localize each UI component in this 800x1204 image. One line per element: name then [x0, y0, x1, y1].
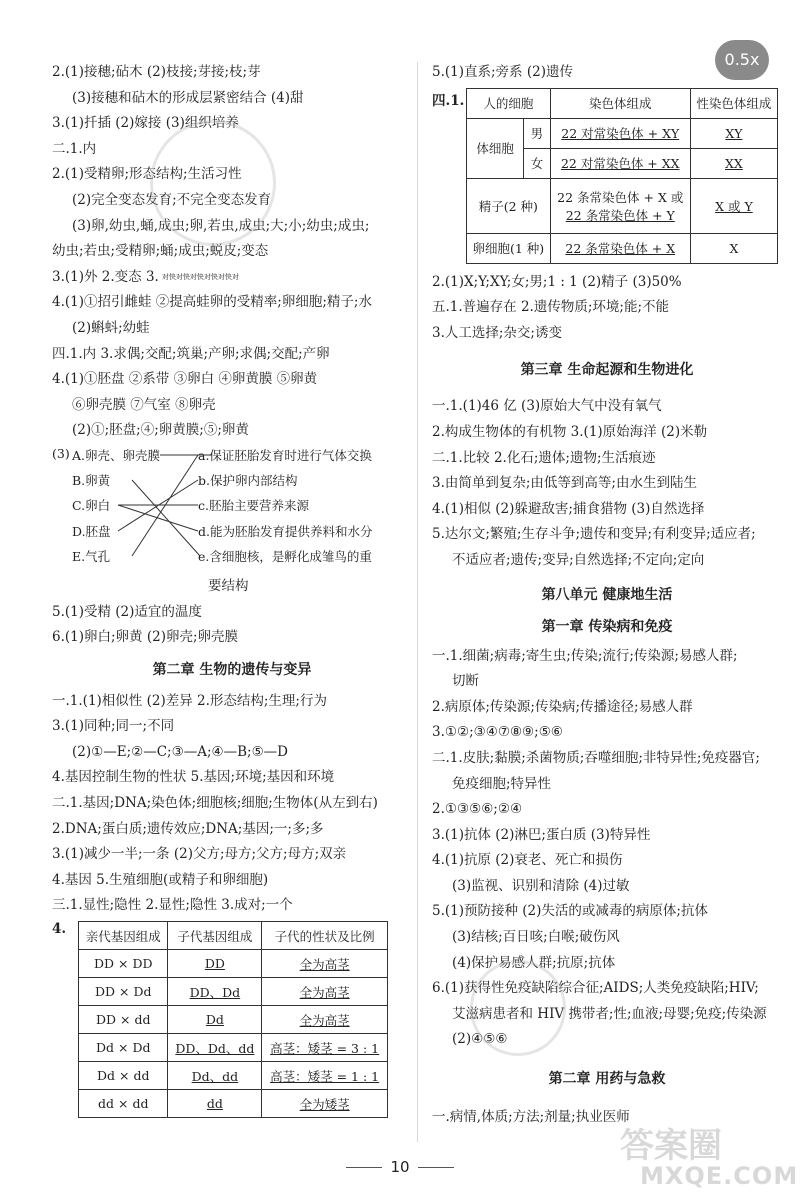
- table-cell: [168, 950, 262, 978]
- match-left-item: A.卵壳、卵壳膜: [72, 447, 161, 463]
- answer-text: XX: [725, 155, 743, 171]
- answer-line: 不适应者;遗传;变异;自然选择;不定向;定向: [452, 551, 705, 568]
- answer-text: XY: [725, 125, 743, 141]
- answer-line: (3)监视、识别和清除 (4)过敏: [452, 877, 630, 894]
- chapter-title: 第一章 传染病和免疫: [541, 618, 673, 635]
- answer-line: 艾滋病患者和 HIV 携带者;性;血液;母婴;免疫;传染源: [452, 1005, 767, 1022]
- playback-speed-badge[interactable]: 0.5x: [715, 40, 769, 80]
- table-cell: [262, 1062, 388, 1090]
- answer-text: 全为矮茎: [299, 1096, 350, 1112]
- table-label: 4.: [52, 921, 67, 938]
- table-header-row: [467, 88, 778, 118]
- answer-line: 一.1.细菌;病毒;寄生虫;传染;流行;传染源;易感人群;: [432, 647, 738, 664]
- table-cell: [262, 1090, 388, 1118]
- page-number-text: 10: [390, 1158, 410, 1176]
- chromosome-table-block: [432, 88, 782, 264]
- answer-text: 22 对常染色体 + XX: [560, 156, 680, 172]
- table-cell: 男: [524, 118, 550, 148]
- answer-line: 二.1.内: [52, 140, 97, 157]
- match-left-item: E.气孔: [72, 548, 111, 564]
- answer-line: 3.人工选择;杂交;诱变: [432, 324, 562, 341]
- answer-text: Dd、dd: [191, 1068, 239, 1084]
- table-cell: [168, 1090, 262, 1118]
- answer-line: 二.1.比较 2.化石;遗体;遗物;生活痕迹: [432, 449, 656, 466]
- answer-line: 3.由简单到复杂;由低等到高等;由水生到陆生: [432, 475, 697, 492]
- answer-line: 5.(1)预防接种 (2)失活的或减毒的病原体;抗体: [432, 903, 708, 920]
- answer-text: DD: [204, 956, 225, 972]
- table-cell: 卵细胞(1 种): [467, 233, 551, 263]
- table-cell: [550, 148, 690, 178]
- right-column: [432, 60, 782, 1131]
- answer-text: 高茎：矮茎 = 1 : 1: [270, 1068, 380, 1084]
- table-cell: [550, 118, 690, 148]
- answer-text: Dd: [205, 1012, 224, 1028]
- match-line-b-a: [132, 480, 200, 556]
- table-cell: [262, 1034, 388, 1062]
- answer-line: 4.(1)抗原 (2)衰老、死亡和损伤: [432, 852, 623, 869]
- table-cell: 精子(2 种): [467, 178, 551, 233]
- answer-text: 全为高茎: [299, 956, 350, 972]
- answer-text: DD、Dd: [189, 984, 241, 1000]
- chromosome-table: [466, 88, 778, 264]
- answer-line: (4)保护易感人群;抗原;抗体: [452, 954, 616, 971]
- answer-line: 2.(1)接穗;砧木 (2)枝接;芽接;枝;芽: [52, 64, 261, 80]
- table-row: [79, 1062, 388, 1090]
- answer-line: 4.(1)①胚盘 ②系带 ③卵白 ④卵黄膜 ⑤卵黄: [52, 371, 318, 388]
- gene-table: [78, 921, 388, 1118]
- table-row: [79, 950, 388, 978]
- answer-line: 三.1.显性;隐性 2.显性;隐性 3.成对;一个: [52, 897, 293, 914]
- table-cell: [550, 233, 690, 263]
- table-cell: [168, 1006, 262, 1034]
- page-number-rule: [418, 1167, 454, 1168]
- table-cell: [690, 148, 777, 178]
- answer-line: 一.病情,体质;方法;剂量;执业医师: [432, 1109, 630, 1126]
- table-label: 四.1.: [432, 92, 465, 109]
- table-header-row: [79, 922, 388, 950]
- answer-line: (3)接穗和砧木的形成层紧密结合 (4)甜: [72, 89, 304, 106]
- answer-text: X: [729, 240, 739, 256]
- faint-stamp-watermark: [150, 120, 276, 246]
- answer-line: 2.(1)受精卵;形态结构;生活习性: [52, 166, 242, 183]
- answer-text: 22 条常染色体 + Y: [565, 207, 675, 223]
- answer-line: (3)结核;百日咳;白喉;破伤风: [452, 929, 620, 946]
- answer-line: 免疫细胞;特异性: [452, 775, 552, 792]
- chapter-title: 第三章 生命起源和生物进化: [520, 362, 694, 379]
- answer-line: 3.(1)抗体 (2)淋巴;蛋白质 (3)特异性: [432, 826, 651, 843]
- match-right-item: b.保护卵内部结构: [198, 472, 298, 488]
- table-row: [79, 978, 388, 1006]
- tiny-watermark-text: 对快对快对快对快对快对: [161, 273, 239, 282]
- table-header: 染色体组成: [550, 88, 690, 118]
- table-cell: 女: [524, 148, 550, 178]
- answer-line: [52, 265, 412, 291]
- answer-line: 5.(1)直系;旁系 (2)遗传: [432, 64, 573, 80]
- table-cell: [690, 233, 777, 263]
- column-divider: [417, 62, 418, 1142]
- answer-text: 高茎：矮茎 = 3 : 1: [270, 1040, 380, 1056]
- table-cell: [550, 178, 690, 233]
- match-right-item: d.能为胚胎发育提供养料和水分: [198, 523, 373, 539]
- faint-stamp-watermark: [470, 960, 566, 1056]
- answer-text: 全为高茎: [299, 984, 350, 1000]
- table-cell: [690, 118, 777, 148]
- answer-line: 2.①③⑤⑥;②④: [432, 801, 523, 818]
- table-row: [467, 233, 778, 263]
- unit-title: 第八单元 健康地生活: [541, 586, 673, 603]
- match-right-item: e.含细胞核，是孵化成雏鸟的重: [198, 548, 372, 564]
- chapter-title: 第二章 用药与急救: [548, 1071, 666, 1088]
- table-header: 子代的性状及比例: [262, 922, 388, 950]
- table-cell: Dd × Dd: [79, 1034, 168, 1062]
- answer-text: 全为高茎: [299, 1012, 350, 1028]
- table-cell: DD × DD: [79, 950, 168, 978]
- answer-line: 4.(1)①招引雌蛙 ②提高蛙卵的受精率;卵细胞;精子;水: [52, 294, 372, 311]
- table-cell: [262, 978, 388, 1006]
- table-header: 子代基因组成: [168, 922, 262, 950]
- answer-line: 6.(1)卵白;卵黄 (2)卵壳;卵壳膜: [52, 629, 239, 646]
- table-row: [79, 1034, 388, 1062]
- table-cell: dd × dd: [79, 1090, 168, 1118]
- answer-text: 22 条常染色体 + X: [565, 241, 676, 257]
- answer-line: 幼虫;若虫;受精卵;蛹;成虫;蜕皮;变态: [52, 243, 269, 260]
- table-cell: [262, 950, 388, 978]
- table-header: 性染色体组成: [690, 88, 777, 118]
- matching-diagram: [52, 445, 412, 574]
- chapter-title: 第二章 生物的遗传与变异: [152, 661, 312, 678]
- answer-text: 22 条常染色体 + X 或: [557, 189, 684, 205]
- answer-text: 3.(1)外 2.变态 3.: [52, 268, 159, 285]
- answer-line: 五.1.普遍存在 2.遗传物质;环境;能;不能: [432, 299, 669, 316]
- table-row: [467, 178, 778, 233]
- answer-text: 22 对常染色体 + XY: [561, 126, 680, 142]
- match-right-item: c.胚胎主要营养来源: [198, 497, 309, 513]
- answer-line: (2)①;胚盘;④;卵黄膜;⑤;卵黄: [72, 422, 249, 439]
- answer-line: 2.DNA;蛋白质;遗传效应;DNA;基因;一;多;多: [52, 820, 324, 837]
- answer-line: 4.基因 5.生殖细胞(或精子和卵细胞): [52, 871, 269, 888]
- table-header: 人的细胞: [467, 88, 551, 118]
- table-cell: [168, 1062, 262, 1090]
- table-cell: [168, 978, 262, 1006]
- match-left-item: C.卵白: [72, 497, 111, 513]
- site-watermark-logo: 答案圈: [620, 1126, 722, 1166]
- page-number-rule: [346, 1167, 382, 1168]
- table-cell: DD × dd: [79, 1006, 168, 1034]
- answer-line: 切断: [452, 673, 479, 690]
- table-cell: [168, 1034, 262, 1062]
- answer-line: (2)完全变态发育;不完全变态发育: [72, 191, 272, 208]
- table-row: [467, 118, 778, 148]
- answer-text: DD、Dd、dd: [175, 1040, 255, 1056]
- answer-line: 4.基因控制生物的性状 5.基因;环境;基因和环境: [52, 769, 335, 786]
- answer-line: 3.(1)同种;同一;不同: [52, 718, 175, 735]
- answer-line: ⑥卵壳膜 ⑦气室 ⑧卵壳: [72, 396, 216, 413]
- answer-line: 二.1.基因;DNA;染色体;细胞核;细胞;生物体(从左到右): [52, 795, 378, 812]
- answer-line: 3.(1)扦插 (2)嫁接 (3)组织培养: [52, 115, 239, 132]
- match-left-item: B.卵黄: [72, 472, 111, 488]
- match-right-item: a.保证胚胎发育时进行气体交换: [198, 447, 372, 463]
- answer-line: (2)蝌蚪;幼蛙: [72, 319, 150, 336]
- answer-line: 四.1.内 3.求偶;交配;筑巢;产卵;求偶;交配;产卵: [52, 345, 330, 362]
- table-cell: DD × Dd: [79, 978, 168, 1006]
- answer-line: 3.①②;③④⑦⑧⑨;⑤⑥: [432, 724, 563, 741]
- answer-line: 二.1.皮肤;黏膜;杀菌物质;吞噬细胞;非特异性;免疫器官;: [432, 749, 760, 766]
- answer-line: 2.(1)X;Y;XY;女;男;1 : 1 (2)精子 (3)50%: [432, 273, 682, 290]
- answer-line: 2.构成生物体的有机物 3.(1)原始海洋 (2)米勒: [432, 423, 708, 440]
- match-prefix: (3): [52, 445, 70, 461]
- answer-text: X 或 Y: [715, 198, 753, 214]
- answer-line: 一.1.(1)相似性 (2)差异 2.形态结构;生理;行为: [52, 692, 327, 709]
- answer-text: dd: [206, 1096, 223, 1112]
- answer-line: 要结构: [208, 577, 249, 594]
- answer-line: 2.病原体;传染源;传染病;传播途径;易感人群: [432, 698, 693, 715]
- table-row: [79, 1006, 388, 1034]
- answer-line: 一.1.(1)46 亿 (3)原始大气中没有氧气: [432, 398, 662, 415]
- table-cell: 体细胞: [467, 118, 524, 178]
- answer-line: 5.达尔文;繁殖;生存斗争;遗传和变异;有利变异;适应者;: [432, 526, 756, 543]
- answer-line: 3.(1)减少一半;一条 (2)父方;母方;父方;母方;双亲: [52, 846, 347, 863]
- answer-line: 4.(1)相似 (2)躲避敌害;捕食猎物 (3)自然选择: [432, 500, 705, 517]
- table-row: [79, 1090, 388, 1118]
- table-cell: [690, 178, 777, 233]
- site-watermark-url: MXQE.COM: [640, 1162, 799, 1190]
- answer-line: (2)①—E;②—C;③—A;④—B;⑤—D: [72, 743, 289, 760]
- answer-line: (2)④⑤⑥: [452, 1031, 508, 1048]
- answer-line: 5.(1)受精 (2)适宜的温度: [52, 603, 202, 620]
- match-left-item: D.胚盘: [72, 523, 111, 539]
- table-cell: [262, 1006, 388, 1034]
- table-cell: Dd × dd: [79, 1062, 168, 1090]
- answer-line: 6.(1)获得性免疫缺陷综合征;AIDS;人类免疫缺陷;HIV;: [432, 980, 759, 997]
- table-header: 亲代基因组成: [79, 922, 168, 950]
- answer-line: (3)卵,幼虫,蛹,成虫;卵,若虫,成虫;大;小;幼虫;成虫;: [72, 217, 370, 234]
- gene-table-block: [52, 921, 412, 1118]
